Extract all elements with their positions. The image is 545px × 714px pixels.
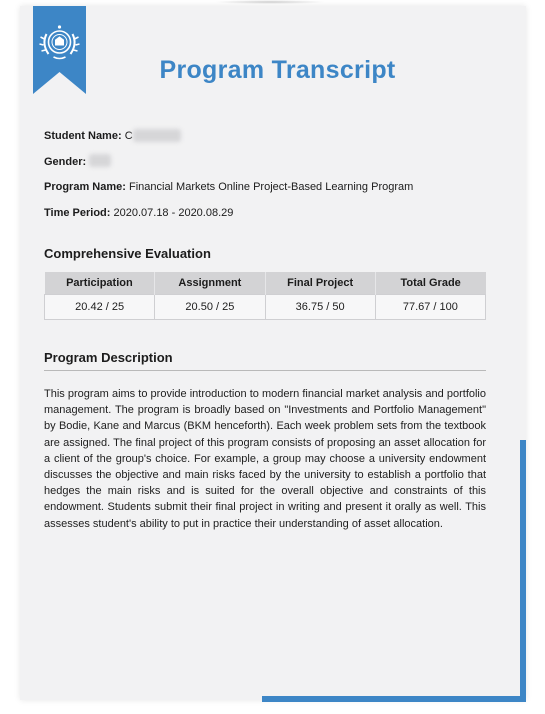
participation-score: 20.42 / 25 bbox=[45, 295, 155, 320]
student-name-label: Student Name: bbox=[44, 130, 122, 142]
total-grade-score: 77.67 / 100 bbox=[375, 295, 485, 320]
page-title: Program Transcript bbox=[159, 56, 396, 84]
program-name-label: Program Name: bbox=[44, 181, 126, 193]
page-top-shadow bbox=[215, 0, 325, 4]
program-name-value: Financial Markets Online Project-Based Learning Program bbox=[128, 181, 414, 193]
program-description-text: This program aims to provide introduction to modern financial market analysis and portfolio management. The program is broadly based on "Investments and Portfolio Management" by Bodie, Kane and Marcus (BKM henceforth). Each week problem sets from the textbook are assigned. The final project of this program consists of proposing an asset allocation for a client of the group's choice. For example, a group may choose a university endowment discusses the objective and main risks faced by the university to establish a portfolio that hedges the main risks and is suited for the overall objective and constraints of this endowment. Students submit their final project in writing and present it orally as well. This assesses student's ability to put in practice their understanding of asset allocation. bbox=[44, 388, 486, 530]
corner-accent-vertical bbox=[520, 440, 526, 702]
evaluation-section-title: Comprehensive Evaluation bbox=[44, 246, 211, 261]
time-period-row bbox=[44, 201, 413, 227]
redacted-name-blur bbox=[133, 129, 181, 142]
header-participation: Participation bbox=[45, 272, 155, 295]
student-name-row bbox=[44, 124, 413, 150]
redacted-gender-blur bbox=[89, 154, 111, 167]
time-period-value: 2020.07.18 - 2020.08.29 bbox=[113, 206, 234, 219]
final-project-score: 36.75 / 50 bbox=[265, 295, 375, 320]
header-assignment: Assignment bbox=[155, 272, 265, 295]
evaluation-table bbox=[44, 272, 486, 320]
header-total-grade: Total Grade bbox=[375, 272, 485, 295]
assignment-score: 20.50 / 25 bbox=[155, 295, 265, 320]
table-row bbox=[45, 295, 486, 320]
time-period-label: Time Period: bbox=[44, 206, 111, 219]
table-header-row bbox=[45, 272, 486, 295]
program-name-row bbox=[44, 175, 413, 201]
gender-row bbox=[44, 150, 413, 176]
gender-label: Gender: bbox=[44, 155, 87, 168]
header-final-project: Final Project bbox=[265, 272, 375, 295]
corner-accent-horizontal bbox=[262, 696, 526, 702]
description-divider bbox=[44, 370, 486, 371]
description-section-title: Program Description bbox=[44, 350, 173, 365]
student-name-value: C bbox=[124, 130, 133, 142]
student-info bbox=[44, 124, 413, 226]
